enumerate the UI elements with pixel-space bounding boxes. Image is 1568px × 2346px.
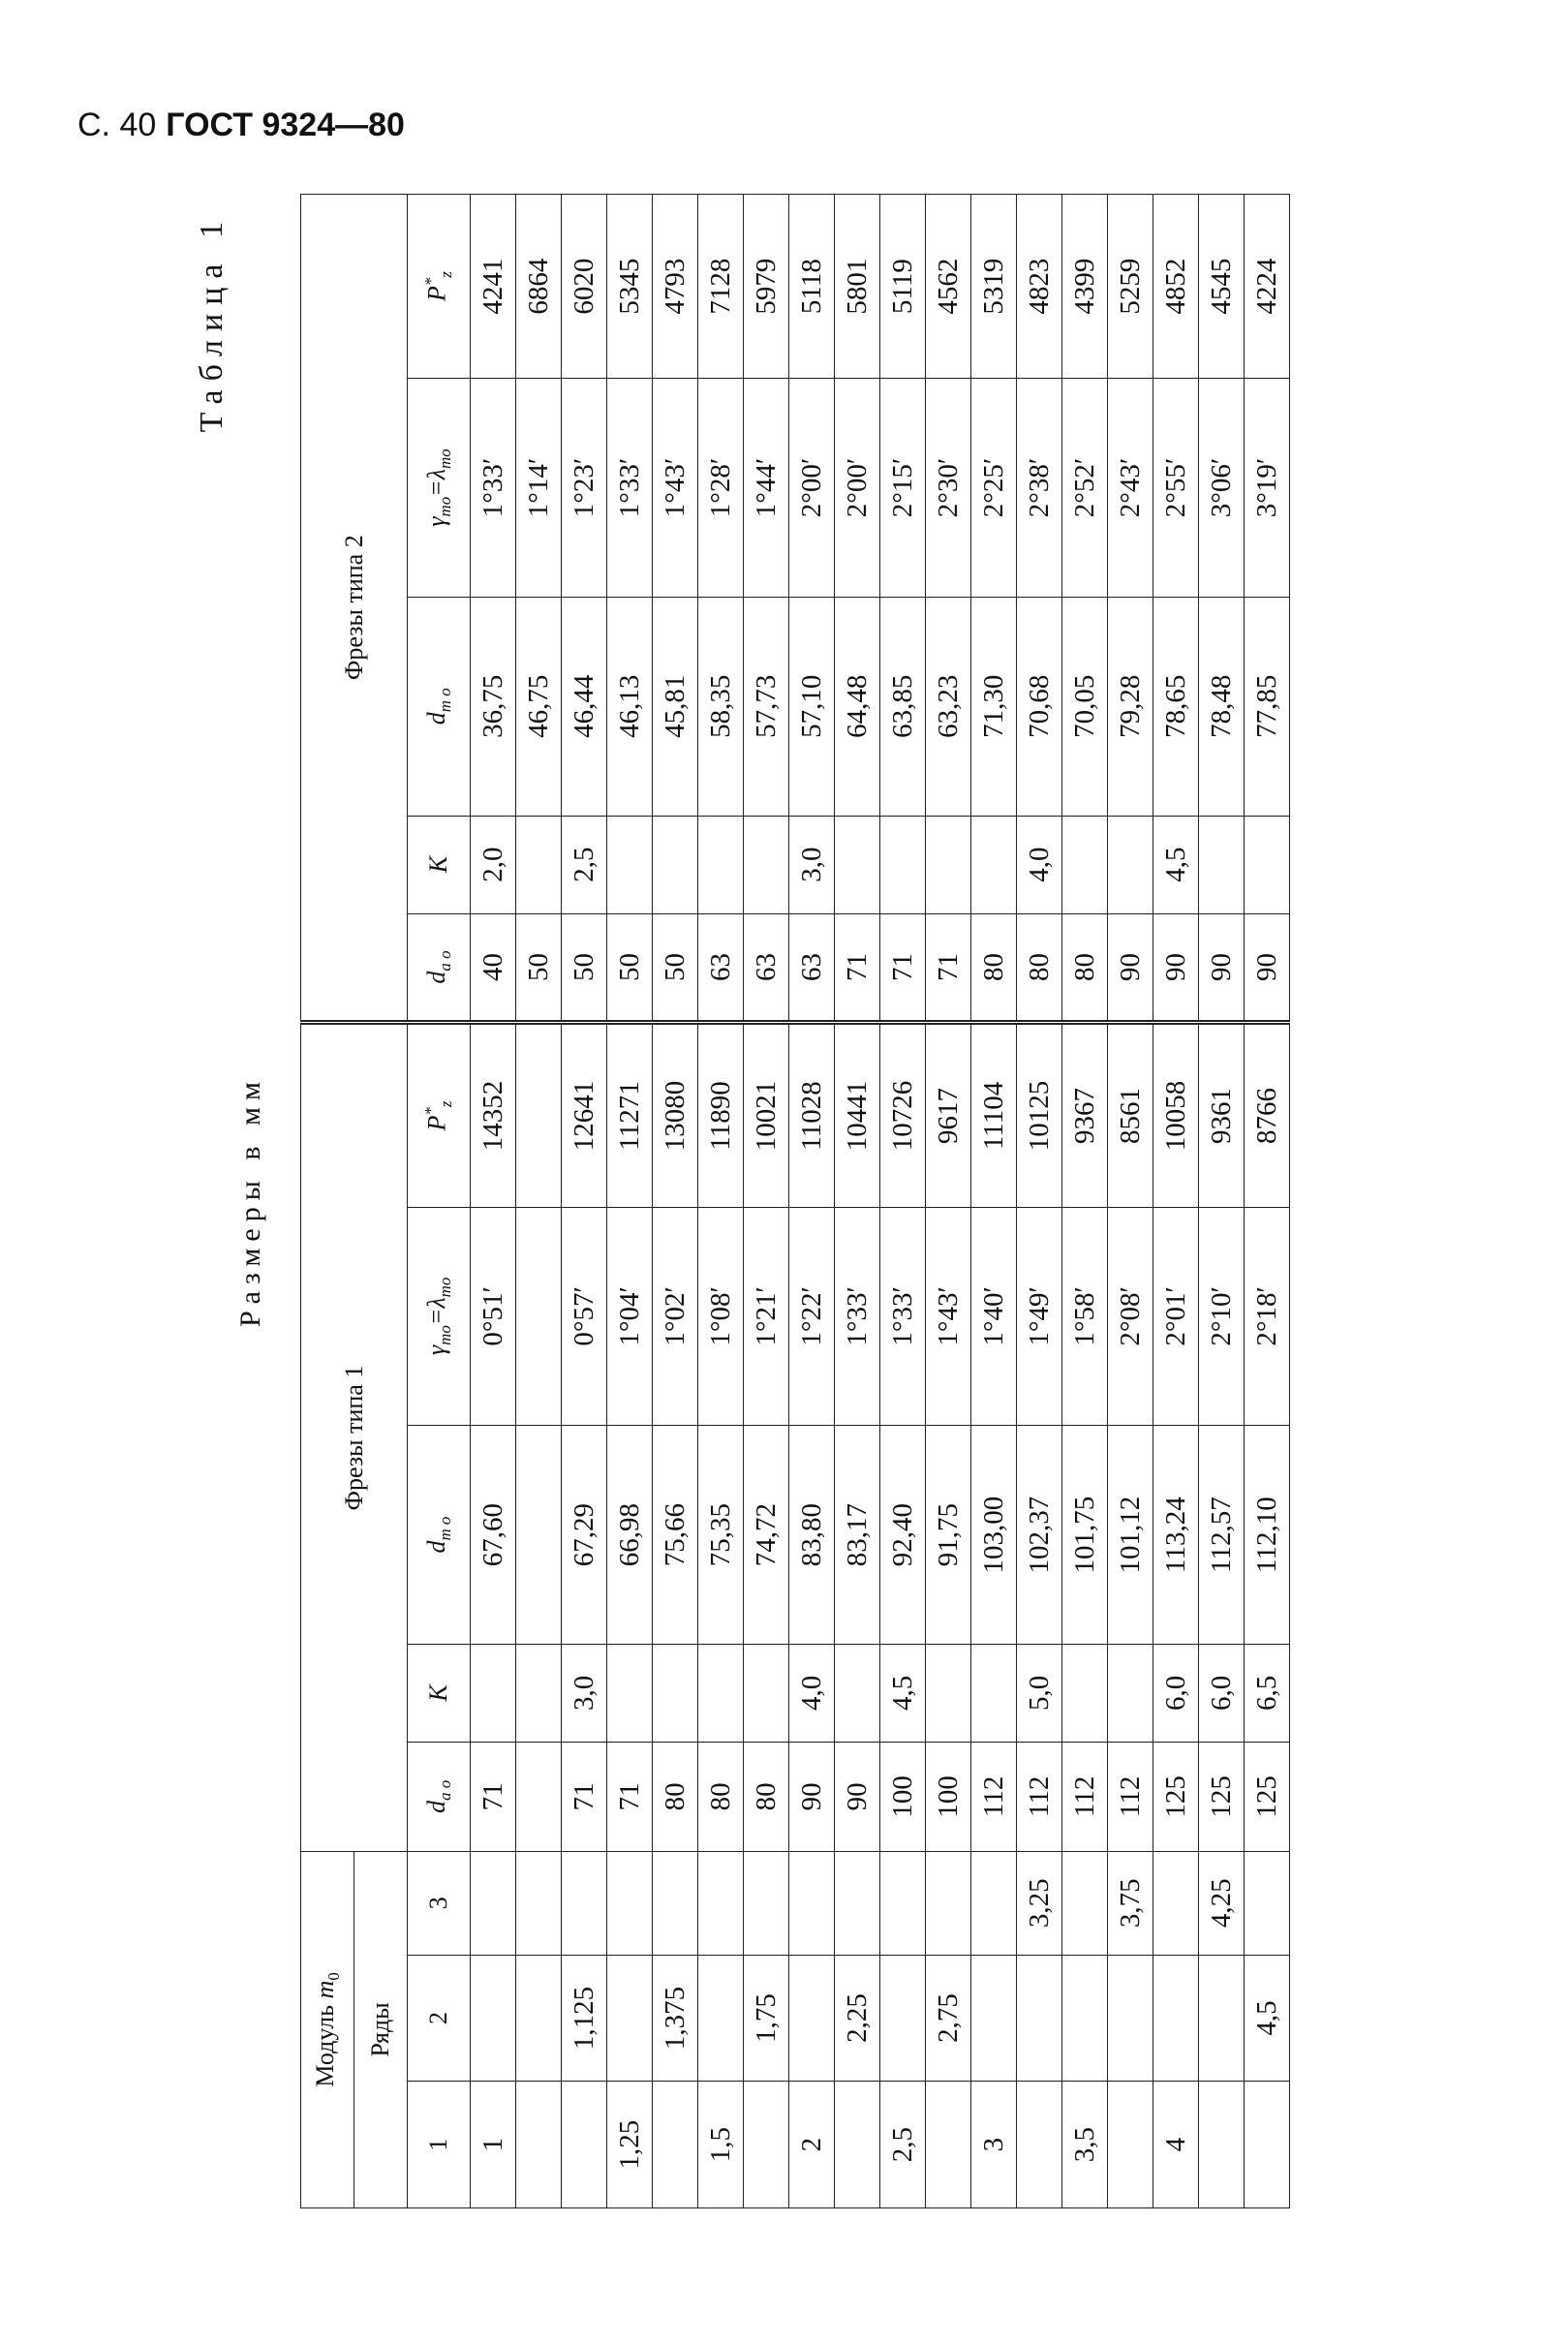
cell-m1 [1245,2082,1290,2208]
cell-t1-dmo: 74,72 [744,1426,789,1645]
cell-t2-dmo: 78,65 [1153,597,1199,816]
dimensions-table [300,194,1290,2208]
cell-m1 [1199,2082,1245,2208]
cell-m2: 1,125 [562,1955,607,2082]
cell-t2-dmo: 78,48 [1199,597,1245,816]
cell-m1 [516,2082,562,2208]
cell-t2-dao: 50 [562,913,607,1023]
cell-t1-dao: 100 [880,1742,926,1851]
cell-t2-K [1199,816,1245,913]
cell-t2-gamma: 1°28′ [698,379,744,598]
cell-t1-dao: 112 [971,1742,1017,1851]
cell-t2-K [926,816,971,913]
cell-m3: 4,25 [1199,1851,1245,1955]
cell-t1-Pz: 11271 [607,1023,653,1207]
cell-t1-K: 3,0 [562,1644,607,1742]
cutters-type2-header: Фрезы типа 2 [301,195,408,1023]
cell-t2-dmo: 63,85 [880,597,926,816]
cell-t1-gamma: 1°33′ [835,1207,880,1426]
cell-m1: 4 [1153,2082,1199,2208]
cell-t1-K: 4,0 [789,1644,835,1742]
table-row [880,195,926,2208]
cell-m1: 1,5 [698,2082,744,2208]
cell-t1-gamma: 1°04′ [607,1207,653,1426]
cell-m1: 3,5 [1062,2082,1108,2208]
cell-t2-gamma: 2°55′ [1153,379,1199,598]
cell-t2-K [653,816,698,913]
cell-m2: 2,75 [926,1955,971,2082]
cell-t1-K [1108,1644,1153,1742]
table-row [1062,195,1108,2208]
cell-t1-dmo: 75,66 [653,1426,698,1645]
table-row [744,195,789,2208]
cell-t1-K [1062,1644,1108,1742]
cell-m3 [789,1851,835,1955]
rotated-table-area [194,194,1511,2208]
t2-dmo-header: $d_{m o}$ [408,597,471,816]
cell-t1-gamma: 0°51′ [471,1207,516,1426]
cell-t1-dao: 80 [653,1742,698,1851]
cell-m3: 3,75 [1108,1851,1153,1955]
t1-gamma-header: $\gamma_{mo}=\lambda_{mo}$ [408,1207,471,1426]
cell-t1-dmo: 83,80 [789,1426,835,1645]
cell-t2-gamma: 2°52′ [1062,379,1108,598]
cell-t2-dmo: 46,13 [607,597,653,816]
cell-t2-dmo: 45,81 [653,597,698,816]
cell-t1-K [653,1644,698,1742]
cell-t1-K [971,1644,1017,1742]
page-header [77,107,405,144]
table-row [1245,195,1290,2208]
row3-header: 3 [408,1851,471,1955]
cell-t2-dao: 40 [471,913,516,1023]
cell-t1-gamma: 1°43′ [926,1207,971,1426]
cell-t2-dmo: 58,35 [698,597,744,816]
row1-header: 1 [408,2082,471,2208]
cell-t2-K [744,816,789,913]
cell-t2-Pz: 5259 [1108,195,1153,379]
cell-m2: 1,375 [653,1955,698,2082]
cell-t2-gamma: 1°14′ [516,379,562,598]
cell-t1-gamma: 1°02′ [653,1207,698,1426]
module-header [301,1851,354,2207]
cell-t1-gamma: 1°08′ [698,1207,744,1426]
cell-m3 [971,1851,1017,1955]
cell-t1-dao: 80 [744,1742,789,1851]
cell-t1-dmo: 67,29 [562,1426,607,1645]
cell-t1-Pz: 11104 [971,1023,1017,1207]
cell-m2 [698,1955,744,2082]
cell-t1-Pz: 11890 [698,1023,744,1207]
cell-m3 [562,1851,607,1955]
table-row [562,195,607,2208]
cell-m1 [835,2082,880,2208]
cell-t1-dao: 100 [926,1742,971,1851]
cell-t2-Pz: 5319 [971,195,1017,379]
table-row [789,195,835,2208]
cell-t1-gamma: 1°22′ [789,1207,835,1426]
cell-m2: 4,5 [1245,1955,1290,2082]
cell-m1: 3 [971,2082,1017,2208]
cell-t2-dao: 90 [1108,913,1153,1023]
t1-K-header: K [408,1644,471,1742]
cell-t1-Pz: 13080 [653,1023,698,1207]
cell-t2-Pz: 5979 [744,195,789,379]
cell-t2-dao: 90 [1153,913,1199,1023]
cell-t2-gamma: 2°30′ [926,379,971,598]
cell-t2-K [698,816,744,913]
cell-t2-K [1062,816,1108,913]
table-row [653,195,698,2208]
cell-t2-gamma: 2°00′ [835,379,880,598]
cell-t1-gamma: 1°21′ [744,1207,789,1426]
cell-t2-dao: 80 [1017,913,1062,1023]
cell-t1-dao: 71 [471,1742,516,1851]
cell-m1: 2,5 [880,2082,926,2208]
cell-t2-Pz: 4793 [653,195,698,379]
cell-t1-K [744,1644,789,1742]
table-units: Размеры в мм [234,1075,266,1328]
table-row [1017,195,1062,2208]
cell-t1-K [607,1644,653,1742]
cell-m3 [880,1851,926,1955]
cell-t2-dmo: 77,85 [1245,597,1290,816]
cell-t2-gamma: 2°00′ [789,379,835,598]
cell-t1-dmo: 112,10 [1245,1426,1290,1645]
cell-t1-dmo: 67,60 [471,1426,516,1645]
cell-t2-dao: 71 [880,913,926,1023]
cell-t1-dao: 90 [789,1742,835,1851]
cell-t2-Pz: 4823 [1017,195,1062,379]
table-row [471,195,516,2208]
cell-m2 [1062,1955,1108,2082]
cell-m2 [471,1955,516,2082]
cell-t1-Pz: 8561 [1108,1023,1153,1207]
cell-t2-K [835,816,880,913]
cell-t2-K [1245,816,1290,913]
cell-t1-Pz: 10726 [880,1023,926,1207]
cell-m3 [744,1851,789,1955]
cell-t1-gamma: 2°08′ [1108,1207,1153,1426]
cell-t2-dao: 63 [789,913,835,1023]
cell-t1-dmo: 101,75 [1062,1426,1108,1645]
cell-t1-Pz: 10058 [1153,1023,1199,1207]
cell-t2-K: 4,5 [1153,816,1199,913]
cell-t1-gamma: 0°57′ [562,1207,607,1426]
cell-t1-Pz: 14352 [471,1023,516,1207]
cell-t2-gamma: 3°19′ [1245,379,1290,598]
cell-t2-Pz: 5345 [607,195,653,379]
cell-t2-dao: 80 [1062,913,1108,1023]
cell-t2-K [971,816,1017,913]
cell-t2-K [607,816,653,913]
cell-t1-gamma [516,1207,562,1426]
cell-t2-Pz: 5119 [880,195,926,379]
cell-t2-K: 2,5 [562,816,607,913]
t1-Pz-header: $P^*_z$ [408,1023,471,1207]
cell-t2-K: 2,0 [471,816,516,913]
cell-t1-dao: 112 [1017,1742,1062,1851]
cell-t1-dmo: 75,35 [698,1426,744,1645]
cell-t2-dao: 90 [1245,913,1290,1023]
cell-t1-K: 5,0 [1017,1644,1062,1742]
cell-t2-Pz: 4545 [1199,195,1245,379]
cell-t1-gamma: 2°18′ [1245,1207,1290,1426]
cell-t1-K [516,1644,562,1742]
table-row [1153,195,1199,2208]
table-title: Таблица 1 [194,213,230,433]
cell-m1 [1108,2082,1153,2208]
cell-t1-Pz: 9361 [1199,1023,1245,1207]
cell-t2-dmo: 70,68 [1017,597,1062,816]
module-label: Модуль [310,2004,339,2087]
table-row [607,195,653,2208]
t1-dao-header: $d_{a o}$ [408,1742,471,1851]
cell-t1-dmo [516,1426,562,1645]
cell-m3 [516,1851,562,1955]
t1-dmo-header: $d_{m o}$ [408,1426,471,1645]
cell-t2-dmo: 71,30 [971,597,1017,816]
cell-t2-Pz: 5801 [835,195,880,379]
cell-t1-dao: 125 [1199,1742,1245,1851]
cell-t2-dao: 71 [835,913,880,1023]
module-symbol: m [310,1980,339,1999]
cell-t2-dao: 63 [744,913,789,1023]
cell-t1-Pz: 10125 [1017,1023,1062,1207]
cell-t2-K [516,816,562,913]
cell-t1-dao: 125 [1245,1742,1290,1851]
cell-t2-K [880,816,926,913]
cell-t2-dao: 80 [971,913,1017,1023]
cell-t2-gamma: 2°15′ [880,379,926,598]
cell-t1-dmo: 112,57 [1199,1426,1245,1645]
table-body [471,195,1290,2208]
table-row [516,195,562,2208]
cell-m2 [1108,1955,1153,2082]
cell-t1-K: 6,0 [1199,1644,1245,1742]
cell-t2-Pz: 6864 [516,195,562,379]
cell-t1-K: 4,5 [880,1644,926,1742]
rows-header: Ряды [354,1851,408,2207]
cell-m1 [1017,2082,1062,2208]
cell-m3 [653,1851,698,1955]
cell-t2-gamma: 2°38′ [1017,379,1062,598]
cell-t1-dao: 90 [835,1742,880,1851]
cell-m3 [1062,1851,1108,1955]
cell-t2-dao: 90 [1199,913,1245,1023]
cell-t2-K: 4,0 [1017,816,1062,913]
cell-t2-dao: 50 [607,913,653,1023]
cell-t1-K [835,1644,880,1742]
cell-t2-gamma: 1°33′ [607,379,653,598]
cell-m1 [744,2082,789,2208]
cell-t2-dao: 63 [698,913,744,1023]
cell-t1-dao [516,1742,562,1851]
cell-t1-Pz: 10021 [744,1023,789,1207]
cell-t2-dmo: 57,10 [789,597,835,816]
cell-m1 [562,2082,607,2208]
cell-m1: 1,25 [607,2082,653,2208]
table-row [1108,195,1153,2208]
cell-t2-Pz: 4562 [926,195,971,379]
cell-m3 [835,1851,880,1955]
cell-t2-K [1108,816,1153,913]
cell-m2 [971,1955,1017,2082]
cell-m3 [1153,1851,1199,1955]
table-row [835,195,880,2208]
cell-t1-dao: 112 [1062,1742,1108,1851]
cell-m3 [926,1851,971,1955]
cell-m1: 2 [789,2082,835,2208]
table-row [698,195,744,2208]
cell-t2-gamma: 1°23′ [562,379,607,598]
cell-m2 [880,1955,926,2082]
cell-t2-dao: 50 [516,913,562,1023]
table-row [926,195,971,2208]
table-row [971,195,1017,2208]
cell-t1-dmo: 101,12 [1108,1426,1153,1645]
cell-t2-dmo: 36,75 [471,597,516,816]
cell-t1-dmo: 103,00 [971,1426,1017,1645]
cell-t2-Pz: 5118 [789,195,835,379]
cell-t1-dmo: 83,17 [835,1426,880,1645]
cell-t2-dmo: 70,05 [1062,597,1108,816]
cell-t2-dao: 71 [926,913,971,1023]
cell-t1-dmo: 91,75 [926,1426,971,1645]
cell-m2 [1017,1955,1062,2082]
cell-t1-gamma: 1°58′ [1062,1207,1108,1426]
cutters-type1-header: Фрезы типа 1 [301,1023,408,1851]
cell-t2-dmo: 79,28 [1108,597,1153,816]
cell-m2 [1199,1955,1245,2082]
module-subscript: 0 [324,1972,344,1981]
cell-t1-K: 6,0 [1153,1644,1199,1742]
cell-t1-gamma: 1°49′ [1017,1207,1062,1426]
table-row [1199,195,1245,2208]
cell-t1-gamma: 1°33′ [880,1207,926,1426]
cell-m3 [698,1851,744,1955]
cell-t1-Pz: 9617 [926,1023,971,1207]
row2-header: 2 [408,1955,471,2082]
cell-t2-Pz: 6020 [562,195,607,379]
cell-t1-K: 6,5 [1245,1644,1290,1742]
cell-t2-Pz: 4224 [1245,195,1290,379]
cell-t2-Pz: 4241 [471,195,516,379]
cell-t1-Pz: 12641 [562,1023,607,1207]
cell-t2-gamma: 2°25′ [971,379,1017,598]
cell-t2-dao: 50 [653,913,698,1023]
cell-t1-dao: 71 [562,1742,607,1851]
cell-t1-dao: 112 [1108,1742,1153,1851]
cell-m1 [926,2082,971,2208]
t2-dao-header: $d_{a o}$ [408,913,471,1023]
t2-Pz-header: $P^*_z$ [408,195,471,379]
cell-t2-dmo: 63,23 [926,597,971,816]
cell-t2-Pz: 7128 [698,195,744,379]
cell-t1-dao: 125 [1153,1742,1199,1851]
cell-t1-Pz: 11028 [789,1023,835,1207]
cell-t1-gamma: 2°01′ [1153,1207,1199,1426]
cell-m2 [607,1955,653,2082]
cell-t1-Pz: 10441 [835,1023,880,1207]
cell-t2-Pz: 4399 [1062,195,1108,379]
cell-m3 [607,1851,653,1955]
cell-t2-gamma: 1°33′ [471,379,516,598]
cell-t1-gamma: 2°10′ [1199,1207,1245,1426]
cell-t1-dmo: 66,98 [607,1426,653,1645]
standard-number: ГОСТ 9324—80 [166,107,405,143]
cell-t1-dao: 80 [698,1742,744,1851]
t2-gamma-header: $\gamma_{mo}=\lambda_{mo}$ [408,379,471,598]
cell-t2-Pz: 4852 [1153,195,1199,379]
cell-t1-Pz: 8766 [1245,1023,1290,1207]
cell-m2 [516,1955,562,2082]
cell-m2 [1153,1955,1199,2082]
cell-m2: 2,25 [835,1955,880,2082]
cell-t1-dao: 71 [607,1742,653,1851]
cell-t1-K [698,1644,744,1742]
cell-t2-dmo: 46,44 [562,597,607,816]
page-number: С. 40 [77,107,157,143]
cell-t2-gamma: 2°43′ [1108,379,1153,598]
cell-t2-K: 3,0 [789,816,835,913]
cell-t2-dmo: 57,73 [744,597,789,816]
cell-m2: 1,75 [744,1955,789,2082]
cell-t1-dmo: 102,37 [1017,1426,1062,1645]
cell-t2-dmo: 64,48 [835,597,880,816]
cell-t1-Pz: 9367 [1062,1023,1108,1207]
cell-m3 [1245,1851,1290,1955]
cell-t1-K [471,1644,516,1742]
cell-t1-gamma: 1°40′ [971,1207,1017,1426]
cell-t2-gamma: 1°44′ [744,379,789,598]
t2-K-header: K [408,816,471,913]
cell-t1-dmo: 92,40 [880,1426,926,1645]
cell-m1 [653,2082,698,2208]
cell-t2-gamma: 3°06′ [1199,379,1245,598]
cell-t1-K [926,1644,971,1742]
cell-m3: 3,25 [1017,1851,1062,1955]
cell-m3 [471,1851,516,1955]
cell-m2 [789,1955,835,2082]
cell-t2-gamma: 1°43′ [653,379,698,598]
cell-t2-dmo: 46,75 [516,597,562,816]
cell-t1-dmo: 113,24 [1153,1426,1199,1645]
cell-m1: 1 [471,2082,516,2208]
cell-t1-Pz [516,1023,562,1207]
